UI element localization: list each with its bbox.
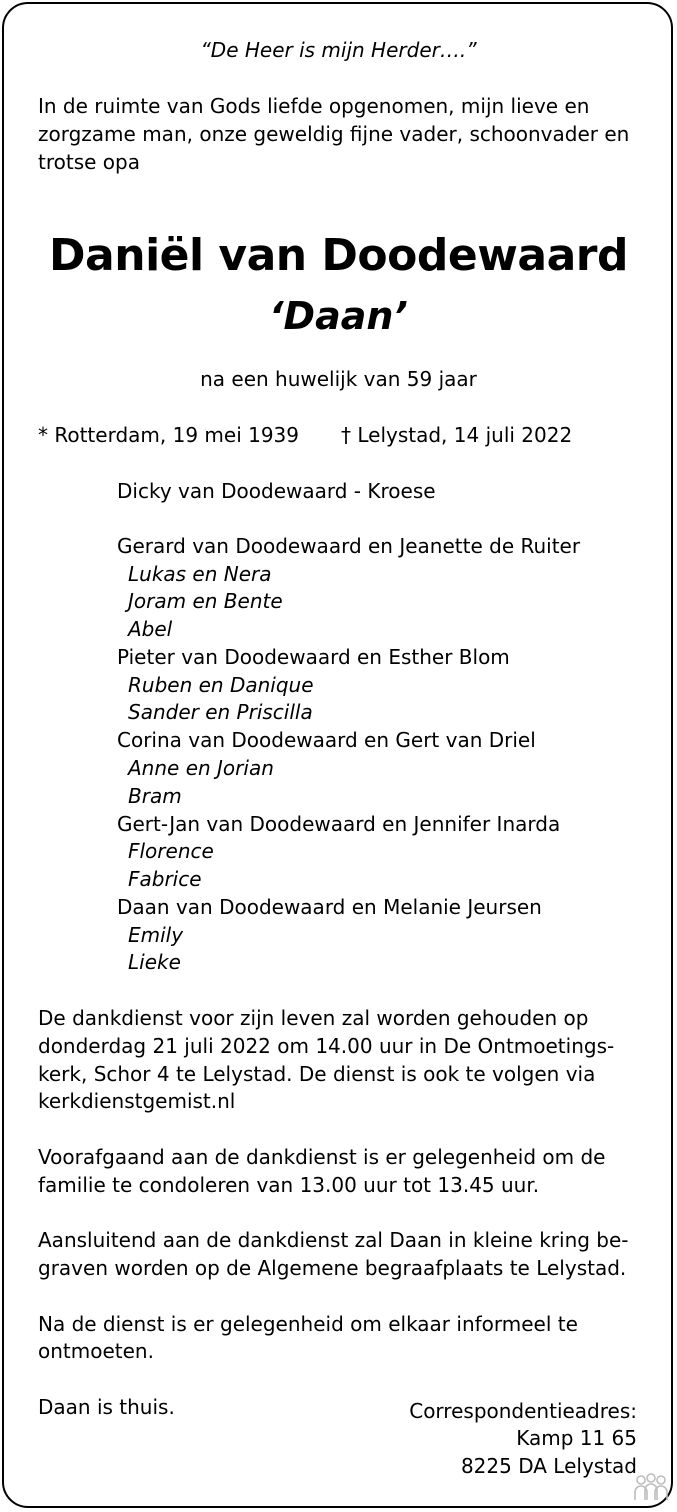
family-parents: Corina van Doodewaard en Gert van Driel: [117, 728, 536, 752]
condolence-line-2: familie te condoleren van 13.00 uur tot 13.45 uur.: [38, 1173, 540, 1197]
service-line-4: kerkdienstgemist.nl: [38, 1089, 236, 1113]
deceased-nickname: ‘Daan’: [269, 294, 408, 338]
service-line-1: De dankdienst voor zijn leven zal worden gehouden op: [38, 1006, 589, 1030]
family-grandchildren: Fabrice: [128, 867, 202, 891]
family-grandchildren: Abel: [128, 617, 173, 641]
marriage-duration: na een huwelijk van 59 jaar: [200, 367, 477, 391]
service-line-2: donderdag 21 juli 2022 om 14.00 uur in De Ontmoetings-: [38, 1034, 615, 1058]
family-grandchildren: Lieke: [128, 950, 181, 974]
meeting-line-2: ontmoeten.: [38, 1339, 154, 1363]
family-grandchildren: Lukas en Nera: [128, 562, 272, 586]
family-grandchildren: Joram en Bente: [128, 589, 283, 613]
birth-info: * Rotterdam, 19 mei 1939: [38, 423, 300, 447]
address-label: Correspondentieadres:: [409, 1399, 637, 1423]
family-grandchildren: Ruben en Danique: [128, 673, 314, 697]
intro-line-3: trotse opa: [38, 150, 140, 174]
family-grandchildren: Anne en Jorian: [128, 756, 274, 780]
meeting-line-1: Na de dienst is er gelegenheid om elkaar informeel te: [38, 1312, 578, 1336]
spouse-name: Dicky van Doodewaard - Kroese: [117, 479, 436, 503]
quote: “De Heer is mijn Herder….”: [200, 38, 477, 62]
burial-line-2: graven worden op de Algemene begraafplaats te Lelystad.: [38, 1256, 627, 1280]
service-line-3: kerk, Schor 4 te Lelystad. De dienst is ook te volgen via: [38, 1062, 596, 1086]
family-grandchildren: Emily: [128, 923, 184, 947]
family-parents: Gerard van Doodewaard en Jeanette de Ruiter: [117, 534, 581, 558]
death-info: † Lelystad, 14 juli 2022: [341, 423, 573, 447]
condolence-line-1: Voorafgaand aan de dankdienst is er gelegenheid om de: [38, 1145, 606, 1169]
family-parents: Pieter van Doodewaard en Esther Blom: [117, 645, 510, 669]
intro-line-1: In de ruimte van Gods liefde opgenomen, mijn lieve en: [38, 94, 590, 118]
family-parents: Daan van Doodewaard en Melanie Jeursen: [117, 895, 542, 919]
address-city: 8225 DA Lelystad: [460, 1454, 637, 1478]
family-logo-icon: [633, 1472, 669, 1504]
family-grandchildren: Florence: [128, 839, 214, 863]
at-home-note: Daan is thuis.: [38, 1395, 175, 1419]
family-grandchildren: Bram: [128, 784, 182, 808]
intro-line-2: zorgzame man, onze geweldig fijne vader, schoonvader en: [38, 122, 630, 146]
deceased-name: Daniël van Doodewaard: [49, 230, 628, 281]
family-parents: Gert-Jan van Doodewaard en Jennifer Inarda: [117, 812, 561, 836]
address-street: Kamp 11 65: [516, 1426, 637, 1450]
burial-line-1: Aansluitend aan de dankdienst zal Daan in kleine kring be-: [38, 1228, 629, 1252]
family-grandchildren: Sander en Priscilla: [128, 700, 313, 724]
